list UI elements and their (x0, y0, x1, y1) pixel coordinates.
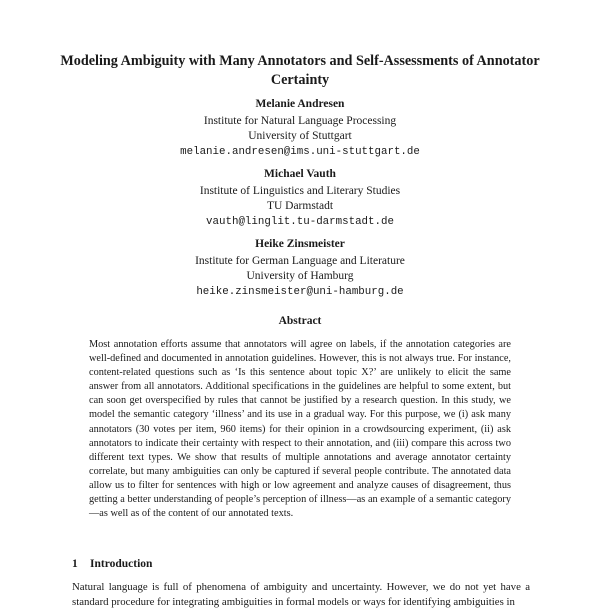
author-affiliation: Institute for Natural Language Processing (203, 115, 397, 127)
abstract-heading: Abstract (278, 315, 322, 327)
paper-title: Modeling Ambiguity with Many Annotators and Self-Assessments of Annotator Certainty (60, 53, 540, 88)
author-block (100, 97, 500, 160)
author-name: Heike Zinsmeister (255, 238, 345, 250)
author-block (100, 237, 500, 300)
author-email: melanie.andresen@ims.uni-stuttgart.de (180, 146, 420, 158)
section-heading (72, 557, 152, 571)
section-title: Introduction (90, 558, 153, 570)
author-name: Melanie Andresen (255, 98, 345, 110)
author-affiliation: Institute for German Language and Literature (195, 255, 405, 267)
author-institution: University of Stuttgart (248, 130, 352, 142)
author-block (100, 167, 500, 230)
author-institution: TU Darmstadt (266, 200, 334, 212)
section-number: 1 (72, 558, 78, 570)
intro-paragraph: Natural language is full of phenomena of ambiguity and uncertainty. However, we do not yet have a standard procedure for integrating ambiguities in formal models or ways for identifying ambiguities in (72, 581, 530, 608)
author-institution: University of Hamburg (246, 270, 354, 282)
author-email: vauth@linglit.tu-darmstadt.de (206, 216, 394, 228)
author-affiliation: Institute of Linguistics and Literary Studies (199, 185, 401, 197)
abstract-text: Most annotation efforts assume that annotators will agree on labels, if the annotation categories are well-defined and documented in annotation guidelines. However, this is not always true. For instance, content-related questions such as ‘Is this sentence about topic X?’ are unlikely to elicit the same answer from all annotators. Additional specifications in the guidelines are helpful to some extent, but can soon get overspecified by rules that cannot be justified by a research question. In this study, we model the semantic category ‘illness’ and its use in a gradual way. For this purpose, we (i) ask many annotators (30 votes per item, 960 items) for their opinion in a crowdsourcing experiment, (ii) ask annotators to indicate their certainty with respect to their annotation, and (iii) compare this across two different text types. We show that results of multiple annotations and average annotator certainty correlate, but many ambiguities can only be captured if several people contribute. The annotated data allow us to filter for sentences with high or low agreement and analyze causes of disagreement, thus getting a better understanding of people’s perception of illness—as an example of a semantic category—as well as of the content of our annotated texts. (89, 339, 511, 520)
author-email: heike.zinsmeister@uni-hamburg.de (196, 286, 404, 298)
author-name: Michael Vauth (264, 168, 336, 180)
